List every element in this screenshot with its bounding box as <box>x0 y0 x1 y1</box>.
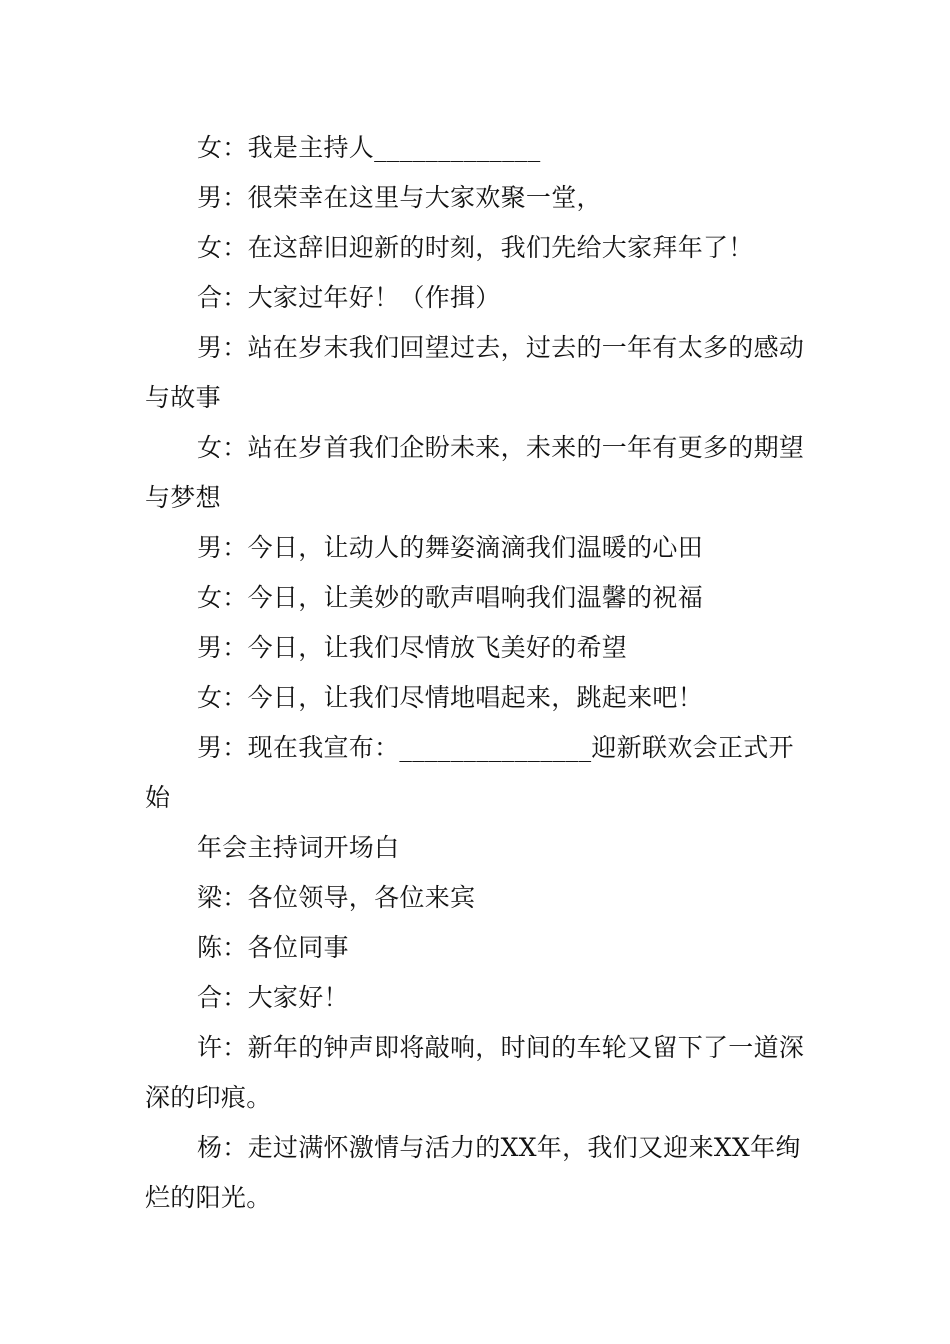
paragraph: 女：今日，让美妙的歌声唱响我们温馨的祝福 <box>197 583 704 612</box>
paragraph: 男：今日，让我们尽情放飞美好的希望 <box>197 633 628 662</box>
paragraph: 男：很荣幸在这里与大家欢聚一堂， <box>197 183 602 212</box>
paragraph: 女：在这辞旧迎新的时刻，我们先给大家拜年了！ <box>197 233 754 262</box>
paragraph: 男：站在岁末我们回望过去，过去的一年有太多的感动与故事 <box>145 333 805 412</box>
paragraph: 梁：各位领导，各位来宾 <box>197 883 476 912</box>
paragraph: 合：大家过年好！（作揖） <box>197 283 501 312</box>
paragraph: 女：今日，让我们尽情地唱起来，跳起来吧！ <box>197 683 704 712</box>
paragraph: 杨：走过满怀激情与活力的XX年，我们又迎来XX年绚烂的阳光。 <box>145 1133 801 1212</box>
paragraph: 许：新年的钟声即将敲响，时间的车轮又留下了一道深深的印痕。 <box>145 1033 805 1112</box>
paragraph: 合：大家好！ <box>197 983 349 1012</box>
paragraph: 男：现在我宣布：_______________迎新联欢会正式开始 <box>145 733 794 812</box>
paragraph: 陈：各位同事 <box>197 933 349 962</box>
paragraph: 男：今日，让动人的舞姿滴滴我们温暖的心田 <box>197 533 704 562</box>
section-heading: 年会主持词开场白 <box>197 833 400 862</box>
paragraph: 女：我是主持人_____________ <box>197 133 541 162</box>
paragraph: 女：站在岁首我们企盼未来，未来的一年有更多的期望与梦想 <box>145 433 805 512</box>
